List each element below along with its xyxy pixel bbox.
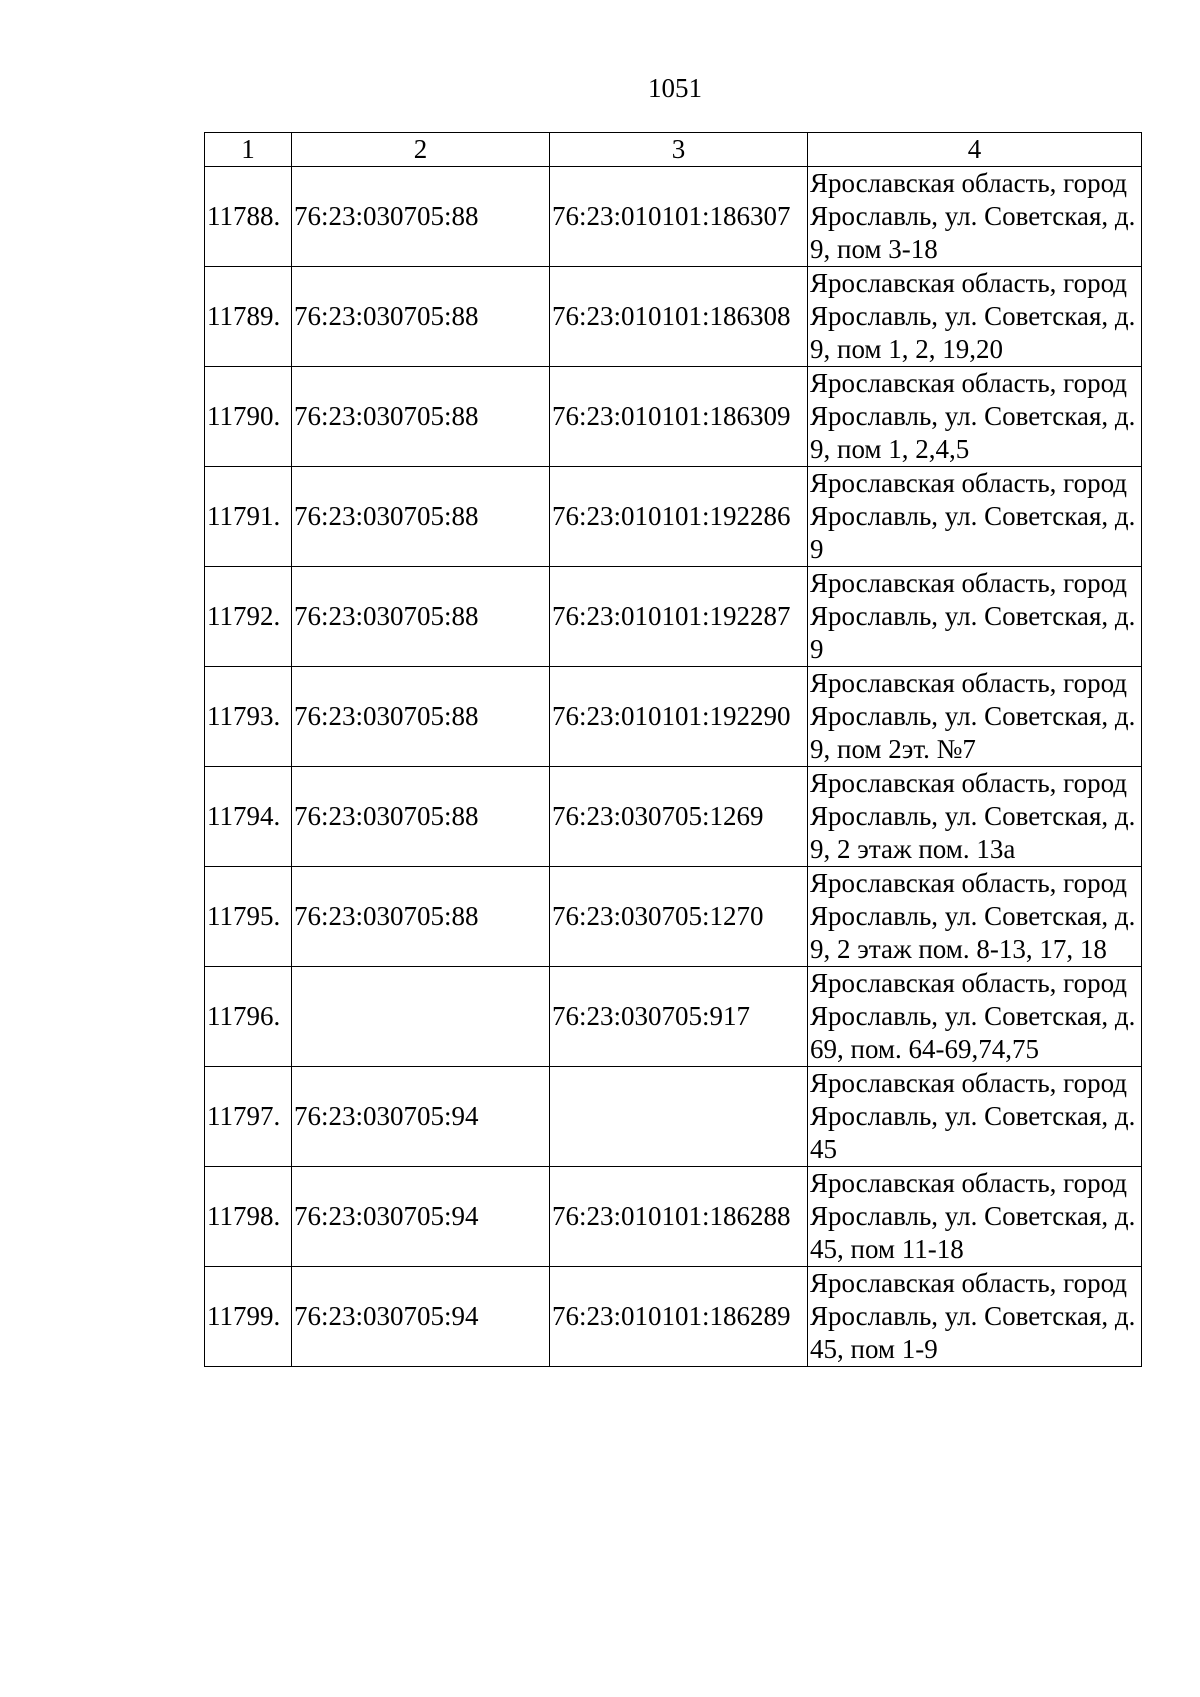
row-number: 11791. xyxy=(205,467,292,567)
address: Ярославская область, город Ярославль, ул. Советская, д. 9 xyxy=(808,567,1142,667)
table-row xyxy=(205,1167,1142,1267)
address: Ярославская область, город Ярославль, ул. Советская, д. 9, пом 1, 2, 19,20 xyxy=(808,267,1142,367)
land-cadastral-number xyxy=(292,967,550,1067)
land-cadastral-number: 76:23:030705:94 xyxy=(292,1167,550,1267)
object-cadastral-number: 76:23:030705:917 xyxy=(550,967,808,1067)
column-header-4: 4 xyxy=(808,133,1142,167)
object-cadastral-number xyxy=(550,1067,808,1167)
table-row xyxy=(205,367,1142,467)
row-number: 11795. xyxy=(205,867,292,967)
object-cadastral-number: 76:23:010101:192290 xyxy=(550,667,808,767)
land-cadastral-number: 76:23:030705:88 xyxy=(292,167,550,267)
land-cadastral-number: 76:23:030705:88 xyxy=(292,767,550,867)
object-cadastral-number: 76:23:010101:186308 xyxy=(550,267,808,367)
row-number: 11792. xyxy=(205,567,292,667)
object-cadastral-number: 76:23:030705:1269 xyxy=(550,767,808,867)
object-cadastral-number: 76:23:010101:186289 xyxy=(550,1267,808,1367)
table-row xyxy=(205,1267,1142,1367)
row-number: 11796. xyxy=(205,967,292,1067)
address: Ярославская область, город Ярославль, ул. Советская, д. 9, пом 3-18 xyxy=(808,167,1142,267)
object-cadastral-number: 76:23:010101:186309 xyxy=(550,367,808,467)
land-cadastral-number: 76:23:030705:88 xyxy=(292,567,550,667)
row-number: 11793. xyxy=(205,667,292,767)
land-cadastral-number: 76:23:030705:94 xyxy=(292,1267,550,1367)
object-cadastral-number: 76:23:010101:192287 xyxy=(550,567,808,667)
object-cadastral-number: 76:23:030705:1270 xyxy=(550,867,808,967)
column-header-1: 1 xyxy=(205,133,292,167)
row-number: 11799. xyxy=(205,1267,292,1367)
row-number: 11794. xyxy=(205,767,292,867)
row-number: 11798. xyxy=(205,1167,292,1267)
address: Ярославская область, город Ярославль, ул. Советская, д. 45 xyxy=(808,1067,1142,1167)
land-cadastral-number: 76:23:030705:88 xyxy=(292,667,550,767)
address: Ярославская область, город Ярославль, ул. Советская, д. 45, пом 1-9 xyxy=(808,1267,1142,1367)
row-number: 11797. xyxy=(205,1067,292,1167)
address: Ярославская область, город Ярославль, ул. Советская, д. 9, пом 2эт. №7 xyxy=(808,667,1142,767)
object-cadastral-number: 76:23:010101:186288 xyxy=(550,1167,808,1267)
table-row xyxy=(205,967,1142,1067)
object-cadastral-number: 76:23:010101:192286 xyxy=(550,467,808,567)
address: Ярославская область, город Ярославль, ул. Советская, д. 9, 2 этаж пом. 8-13, 17, 18 xyxy=(808,867,1142,967)
page-number: 1051 xyxy=(648,73,702,103)
address: Ярославская область, город Ярославль, ул. Советская, д. 45, пом 11-18 xyxy=(808,1167,1142,1267)
land-cadastral-number: 76:23:030705:88 xyxy=(292,367,550,467)
table-row xyxy=(205,167,1142,267)
cadastral-table xyxy=(204,132,1142,1367)
address: Ярославская область, город Ярославль, ул. Советская, д. 9, 2 этаж пом. 13а xyxy=(808,767,1142,867)
table-row xyxy=(205,767,1142,867)
column-header-3: 3 xyxy=(550,133,808,167)
land-cadastral-number: 76:23:030705:88 xyxy=(292,267,550,367)
table-row xyxy=(205,867,1142,967)
table-row xyxy=(205,1067,1142,1167)
table-row xyxy=(205,667,1142,767)
address: Ярославская область, город Ярославль, ул. Советская, д. 69, пом. 64-69,74,75 xyxy=(808,967,1142,1067)
address: Ярославская область, город Ярославль, ул. Советская, д. 9 xyxy=(808,467,1142,567)
land-cadastral-number: 76:23:030705:88 xyxy=(292,867,550,967)
table-row xyxy=(205,567,1142,667)
row-number: 11788. xyxy=(205,167,292,267)
table-row xyxy=(205,267,1142,367)
land-cadastral-number: 76:23:030705:88 xyxy=(292,467,550,567)
table-header-row xyxy=(205,133,1142,167)
table-row xyxy=(205,467,1142,567)
object-cadastral-number: 76:23:010101:186307 xyxy=(550,167,808,267)
column-header-2: 2 xyxy=(292,133,550,167)
row-number: 11789. xyxy=(205,267,292,367)
land-cadastral-number: 76:23:030705:94 xyxy=(292,1067,550,1167)
address: Ярославская область, город Ярославль, ул. Советская, д. 9, пом 1, 2,4,5 xyxy=(808,367,1142,467)
row-number: 11790. xyxy=(205,367,292,467)
